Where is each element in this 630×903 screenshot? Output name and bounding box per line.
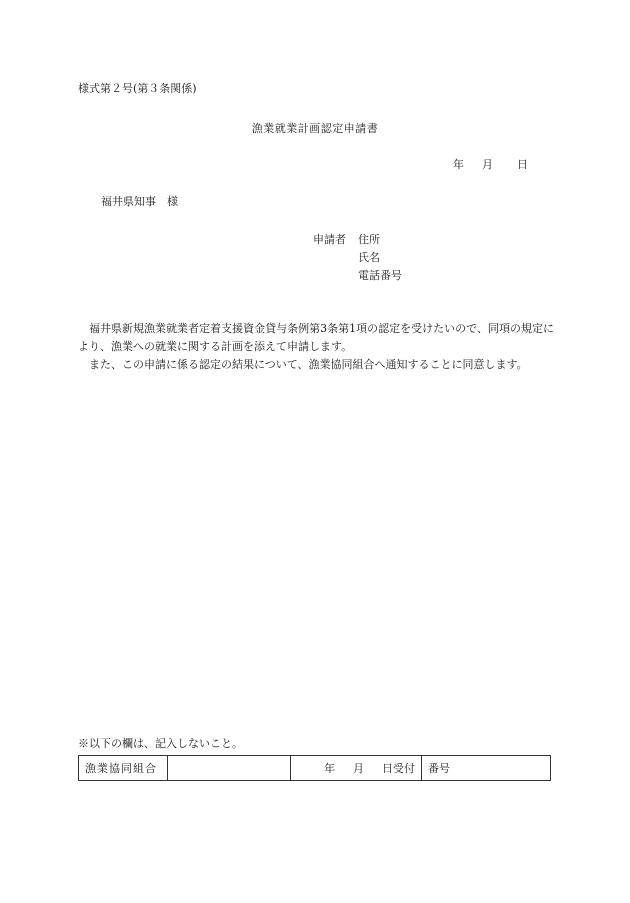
- body-paragraph-2: また、この申請に係る認定の結果について、漁業協同組合へ通知することに同意します。: [89, 358, 528, 371]
- footnote: ※以下の欄は、記入しないこと。: [78, 737, 243, 750]
- application-body: [78, 320, 554, 374]
- cooperative-value-cell: [168, 756, 291, 781]
- date-year-label: 年: [453, 158, 464, 171]
- date-line: [453, 156, 528, 172]
- receipt-row: [79, 756, 551, 781]
- applicant-label: 申請者: [313, 233, 346, 246]
- receipt-date-cell: [291, 756, 422, 781]
- cooperative-label-cell: 漁業協同組合: [79, 756, 168, 781]
- date-day-label: 日: [517, 158, 528, 171]
- applicant-phone-label: 電話番号: [358, 269, 402, 282]
- date-month-label: 月: [482, 158, 493, 171]
- addressee: 福井県知事 様: [101, 195, 178, 208]
- body-paragraph-1: 福井県新規漁業就業者定着支援資金貸与条例第3条第1項の認定を受けたいので、同項の規定により、漁業への就業に関する計画を添えて申請します。: [78, 322, 554, 353]
- document-title: 漁業就業計画認定申請書: [251, 122, 379, 135]
- applicant-address-label: 住所: [358, 233, 380, 246]
- receipt-number-cell: 番号: [422, 756, 551, 781]
- form-number: 様式第２号(第３条関係): [78, 82, 197, 95]
- receipt-year-label: 年: [324, 762, 335, 775]
- applicant-name-label: 氏名: [358, 251, 380, 264]
- applicant-fields: [358, 231, 402, 285]
- receipt-table: [78, 755, 551, 781]
- receipt-month-label: 月: [353, 762, 364, 775]
- receipt-day-label: 日受付: [382, 762, 415, 775]
